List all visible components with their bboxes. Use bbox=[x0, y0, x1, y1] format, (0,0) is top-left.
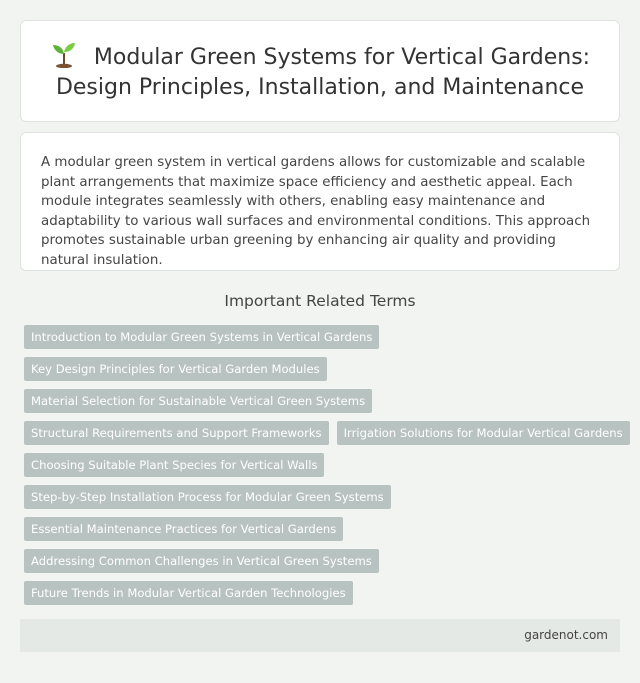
summary-card bbox=[20, 132, 620, 271]
related-term-tag[interactable]: Future Trends in Modular Vertical Garden Technologies bbox=[24, 581, 353, 605]
related-term-tag[interactable]: Structural Requirements and Support Frameworks bbox=[24, 421, 329, 445]
footer bbox=[20, 619, 620, 652]
related-term-tag[interactable]: Introduction to Modular Green Systems in Vertical Gardens bbox=[24, 325, 379, 349]
footer-site-link[interactable]: gardenot.com bbox=[524, 628, 608, 642]
related-terms-list bbox=[24, 325, 623, 613]
page-title-text: Modular Green Systems for Vertical Gardens: Design Principles, Installation, and Maintenance bbox=[55, 44, 591, 100]
related-terms-heading: Important Related Terms bbox=[224, 292, 416, 310]
page-title bbox=[21, 40, 619, 103]
related-term-tag[interactable]: Step-by-Step Installation Process for Modular Green Systems bbox=[24, 485, 391, 509]
summary-text: A modular green system in vertical gardens allows for customizable and scalable plant arrangements that maximize space efficiency and aesthetic appeal. Each module integrates seamlessly with others, enabling easy maintenance and adaptability to various wall surfaces and environmental conditions. This approach promotes sustainable urban greening by enhancing air quality and providing natural insulation. bbox=[41, 155, 591, 268]
related-term-tag[interactable]: Material Selection for Sustainable Vertical Green Systems bbox=[24, 389, 372, 413]
seedling-icon bbox=[50, 40, 78, 68]
related-term-tag[interactable]: Irrigation Solutions for Modular Vertical Gardens bbox=[337, 421, 630, 445]
related-term-tag[interactable]: Key Design Principles for Vertical Garden Modules bbox=[24, 357, 327, 381]
related-term-tag[interactable]: Addressing Common Challenges in Vertical Green Systems bbox=[24, 549, 379, 573]
related-term-tag[interactable]: Choosing Suitable Plant Species for Vertical Walls bbox=[24, 453, 324, 477]
related-term-tag[interactable]: Essential Maintenance Practices for Vertical Gardens bbox=[24, 517, 343, 541]
title-card bbox=[20, 20, 620, 122]
